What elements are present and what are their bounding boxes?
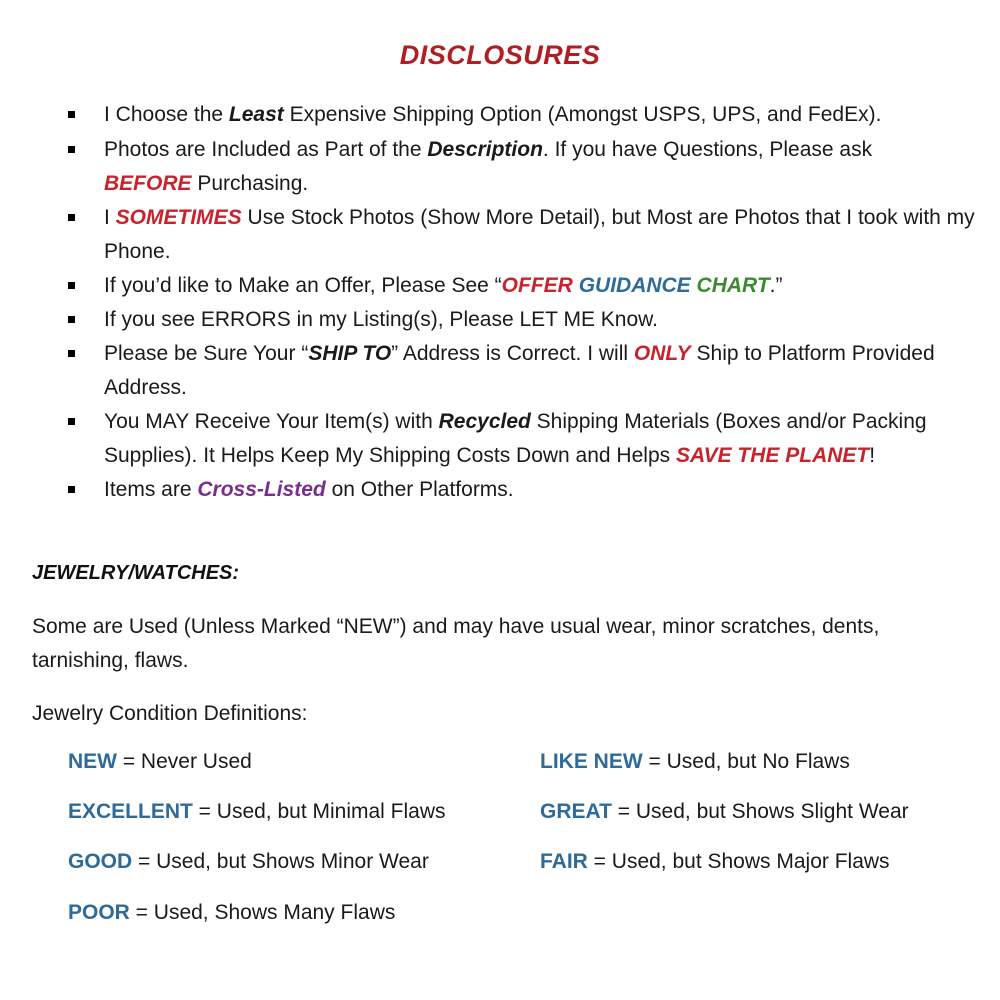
text-segment: Ship to Platform Provided Address.: [104, 342, 935, 399]
condition-desc: = Never Used: [117, 750, 252, 773]
condition-desc: = Used, but No Flaws: [642, 750, 850, 773]
condition-term: POOR: [68, 901, 130, 924]
condition-good: [68, 847, 429, 877]
bullet-square-icon: [68, 214, 75, 221]
disclosure-item: [104, 201, 984, 269]
text-segment: I Choose the: [104, 103, 229, 126]
condition-term: GREAT: [540, 800, 612, 823]
condition-term: FAIR: [540, 850, 588, 873]
bullet-square-icon: [68, 282, 75, 289]
page-title: DISCLOSURES: [399, 40, 601, 70]
text-segment: on Other Platforms.: [325, 478, 514, 501]
condition-term: NEW: [68, 750, 117, 773]
disclosures-list: [104, 98, 984, 507]
condition-definitions-label: Jewelry Condition Definitions:: [32, 702, 308, 725]
condition-term: GOOD: [68, 850, 133, 873]
emphasis-least: Least: [228, 103, 284, 126]
bullet-square-icon: [68, 418, 75, 425]
bullet-square-icon: [68, 146, 75, 153]
disclosure-item: [104, 133, 984, 201]
emphasis-description: Description: [427, 138, 543, 161]
condition-desc: = Used, but Shows Major Flaws: [587, 850, 890, 873]
jewelry-section-heading: JEWELRY/WATCHES:: [32, 562, 240, 584]
emphasis-before: BEFORE: [104, 172, 192, 195]
condition-new: [68, 747, 252, 777]
text-segment: Photos are Included as Part of the: [104, 138, 428, 161]
disclosure-item: [104, 269, 984, 303]
emphasis-cross-listed: Cross-Listed: [197, 478, 326, 501]
condition-desc: = Used, but Shows Slight Wear: [611, 800, 909, 823]
text-segment: Expensive Shipping Option (Amongst USPS, UPS, and FedEx).: [283, 103, 882, 126]
condition-poor: [68, 898, 395, 928]
text-segment: You MAY Receive Your Item(s) with: [104, 410, 439, 433]
emphasis-only: ONLY: [633, 342, 691, 365]
condition-term: LIKE NEW: [540, 750, 643, 773]
bullet-square-icon: [68, 316, 75, 323]
condition-desc: = Used, Shows Many Flaws: [129, 901, 396, 924]
text-segment: . If you have Questions, Please ask: [542, 138, 873, 161]
jewelry-used-note: Some are Used (Unless Marked “NEW”) and may have usual wear, minor scratches, dents, tarnishing, flaws.: [32, 615, 880, 672]
text-segment: ” Address is Correct. I will: [391, 342, 634, 365]
text-segment: If you’d like to Make an Offer, Please See “: [104, 274, 502, 297]
condition-great: [540, 797, 909, 827]
text-segment: .”: [769, 274, 783, 297]
condition-like-new: [540, 747, 850, 777]
condition-desc: = Used, but Shows Minor Wear: [132, 850, 429, 873]
emphasis-ship-to: SHIP TO: [308, 342, 392, 365]
emphasis-recycled: Recycled: [438, 410, 531, 433]
bullet-square-icon: [68, 350, 75, 357]
bullet-square-icon: [68, 111, 75, 118]
text-segment: Please be Sure Your “: [104, 342, 309, 365]
emphasis-chart: CHART: [696, 274, 770, 297]
text-segment: Purchasing.: [191, 172, 309, 195]
emphasis-offer: OFFER: [501, 274, 573, 297]
text-segment: Shipping Materials (Boxes and/or Packing Supplies). It Helps Keep My Shipping Costs Down and Helps: [104, 410, 927, 467]
disclosure-item: [104, 303, 984, 337]
disclosure-item: [104, 337, 984, 405]
condition-excellent: [68, 797, 446, 827]
condition-desc: = Used, but Minimal Flaws: [192, 800, 446, 823]
text-segment: !: [869, 444, 876, 467]
text-segment: I: [104, 206, 116, 229]
bullet-square-icon: [68, 486, 75, 493]
disclosure-item: [104, 405, 984, 473]
text-segment: Items are: [104, 478, 198, 501]
disclosure-item: [104, 98, 984, 132]
text-segment: If you see ERRORS in my Listing(s), Please LET ME Know.: [104, 308, 658, 331]
text-segment: Use Stock Photos (Show More Detail), but Most are Photos that I took with my Phone.: [104, 206, 975, 263]
emphasis-guidance: GUIDANCE: [578, 274, 691, 297]
condition-fair: [540, 847, 890, 877]
emphasis-sometimes: SOMETIMES: [115, 206, 242, 229]
emphasis-save-the-planet: SAVE THE PLANET: [675, 444, 870, 467]
condition-term: EXCELLENT: [68, 800, 193, 823]
disclosure-item: [104, 473, 984, 507]
